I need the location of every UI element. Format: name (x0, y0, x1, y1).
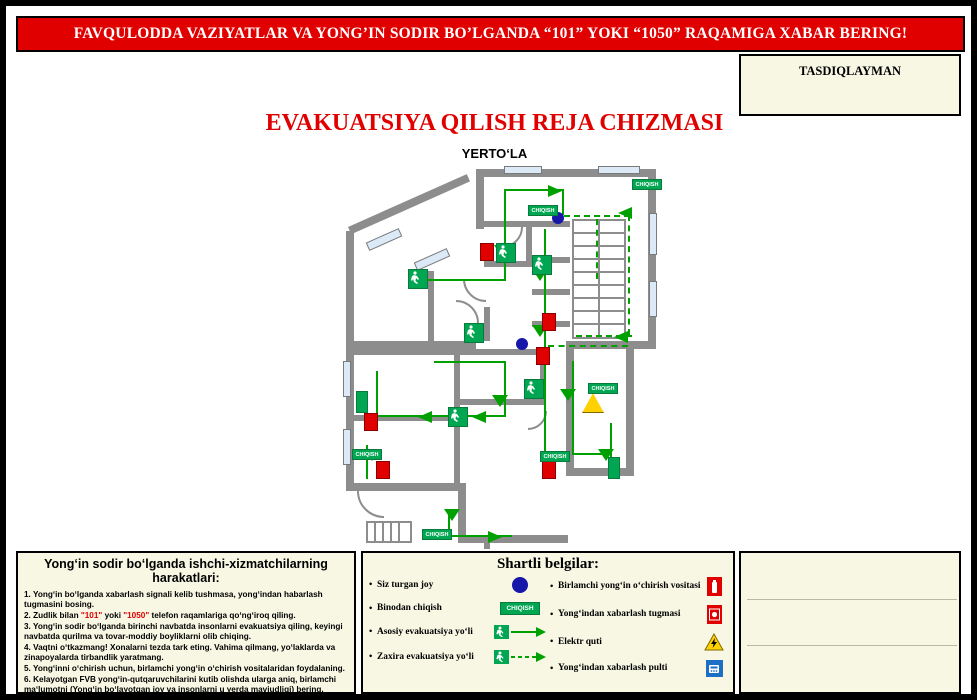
alarm-button-marker (376, 461, 390, 479)
legend-item (550, 633, 727, 651)
bullet-icon: • (369, 652, 373, 662)
you-are-here-dot (516, 338, 528, 350)
electric-hazard-icon (701, 633, 727, 651)
alarm-button-icon (701, 605, 727, 624)
exit-sign-icon: CHIQISH (494, 602, 546, 615)
emergency-banner-text: FAVQULODDA VAZIYATLAR VA YONG’IN SODIR BO’LGANDA “101” YOKI “1050” RAQAMIGA XABAR BERING! (73, 25, 908, 42)
instruction-item: 5. Yong‘inni o‘chirish uchun, birlamchi yong‘in o‘chirish vositalaridan foydalaning. (24, 663, 345, 673)
exit-route-icon (408, 269, 428, 289)
legend-column-left (369, 577, 546, 686)
legend-label: Zaxira evakuatsiya yo‘li (377, 651, 474, 662)
alarm-button-marker (542, 313, 556, 331)
approval-label: TASDIQLAYMAN (798, 64, 902, 78)
exit-route-icon (464, 323, 484, 343)
legend-item (550, 605, 727, 624)
legend-column-right (550, 577, 727, 686)
exit-route-icon (532, 255, 552, 275)
floor-label: YERTO‘LA (461, 146, 528, 161)
instruction-item: 6. Kelayotgan FVB yong‘in-qutqaruvchilarini kutib olishda ularga aniq, birlamchi ma‘lumotni (Yong‘in bo‘layotgan joy va insonlarni u yerda mavjudligi) bering. (24, 674, 337, 694)
bullet-icon: • (550, 609, 554, 620)
exit-route-icon (524, 379, 544, 399)
exit-route-icon (356, 391, 368, 413)
alarm-button-marker (480, 243, 494, 261)
legend-label: Yong‘indan xabarlash tugmasi (558, 609, 681, 620)
floor-plan (336, 161, 659, 546)
green-solid-arrow-icon (494, 624, 546, 640)
alarm-button-marker (536, 347, 550, 365)
signature-line (747, 645, 957, 646)
fire-extinguisher-icon (701, 577, 727, 596)
exit-sign: CHIQISH (528, 205, 558, 216)
legend-panel (361, 551, 735, 694)
legend-label: Asosiy evakuatsiya yo‘li (377, 626, 473, 637)
legend-label: Siz turgan joy (377, 579, 434, 590)
legend-item (369, 624, 546, 640)
instruction-item: 4. Vaqtni o‘tkazmang! Xonalarni tezda tark eting. Vahima qilmang, yo‘laklarda va zinapoyalarda tirbandlik yaratmang. (24, 642, 336, 662)
signature-panel (739, 551, 961, 694)
instructions-heading: Yong‘in sodir bo‘lganda ishchi-xizmatchilarning harakatlari: (44, 557, 328, 586)
legend-item (550, 577, 727, 596)
instruction-item: 3. Yong‘in sodir bo‘lganda birinchi navbatda insonlarni evakuatsiya qiling, keyingi navbatda qurilma va tovar-moddiy boyliklarni olib chiqing. (24, 621, 343, 641)
alarm-button-marker (542, 461, 556, 479)
legend-label: Elektr quti (558, 636, 602, 647)
exit-sign: CHIQISH (540, 451, 570, 462)
instructions-list (24, 590, 348, 695)
bullet-icon: • (550, 663, 554, 674)
blue-dot-icon (494, 577, 546, 593)
exit-sign: CHIQISH (352, 449, 382, 460)
legend-item (369, 577, 546, 593)
exit-route-icon (608, 457, 620, 479)
legend-item (550, 660, 727, 677)
legend-label: Binodan chiqish (377, 603, 442, 614)
exit-route-icon (496, 243, 516, 263)
exit-route-icon (448, 407, 468, 427)
bullet-icon: • (369, 603, 373, 614)
page-title: EVAKUATSIYA QILISH REJA CHIZMASI (265, 110, 724, 136)
legend-item (369, 602, 546, 615)
alarm-panel-icon (701, 660, 727, 677)
legend-item (369, 649, 546, 665)
legend-label: Yong‘indan xabarlash pulti (558, 663, 668, 674)
route-arrowheads (336, 161, 656, 546)
exit-sign: CHIQISH (588, 383, 618, 394)
instructions-panel (16, 551, 356, 694)
bullet-icon: • (369, 580, 373, 590)
signature-line (747, 599, 957, 600)
emergency-banner (16, 16, 965, 52)
bullet-icon: • (550, 581, 554, 592)
bullet-icon: • (550, 637, 554, 647)
instruction-item: 1. Yong‘in bo‘lganda xabarlash signali kelib tushmasa, yong‘indan habarlash tugmasini bosing. (24, 589, 323, 609)
instruction-item: 2. Zudlik bilan "101" yoki "1050" telefon raqamlariga qo‘ng‘iroq qiling. (24, 610, 296, 620)
green-dashed-arrow-icon (494, 649, 546, 665)
alarm-button-marker (364, 413, 378, 431)
legend-label: Birlamchi yong‘in o‘chirish vositasi (558, 581, 701, 592)
bullet-icon: • (369, 627, 373, 637)
exit-sign: CHIQISH (422, 529, 452, 540)
legend-heading: Shartli belgilar: (496, 556, 600, 572)
approval-box (739, 54, 961, 116)
exit-sign: CHIQISH (632, 179, 662, 190)
